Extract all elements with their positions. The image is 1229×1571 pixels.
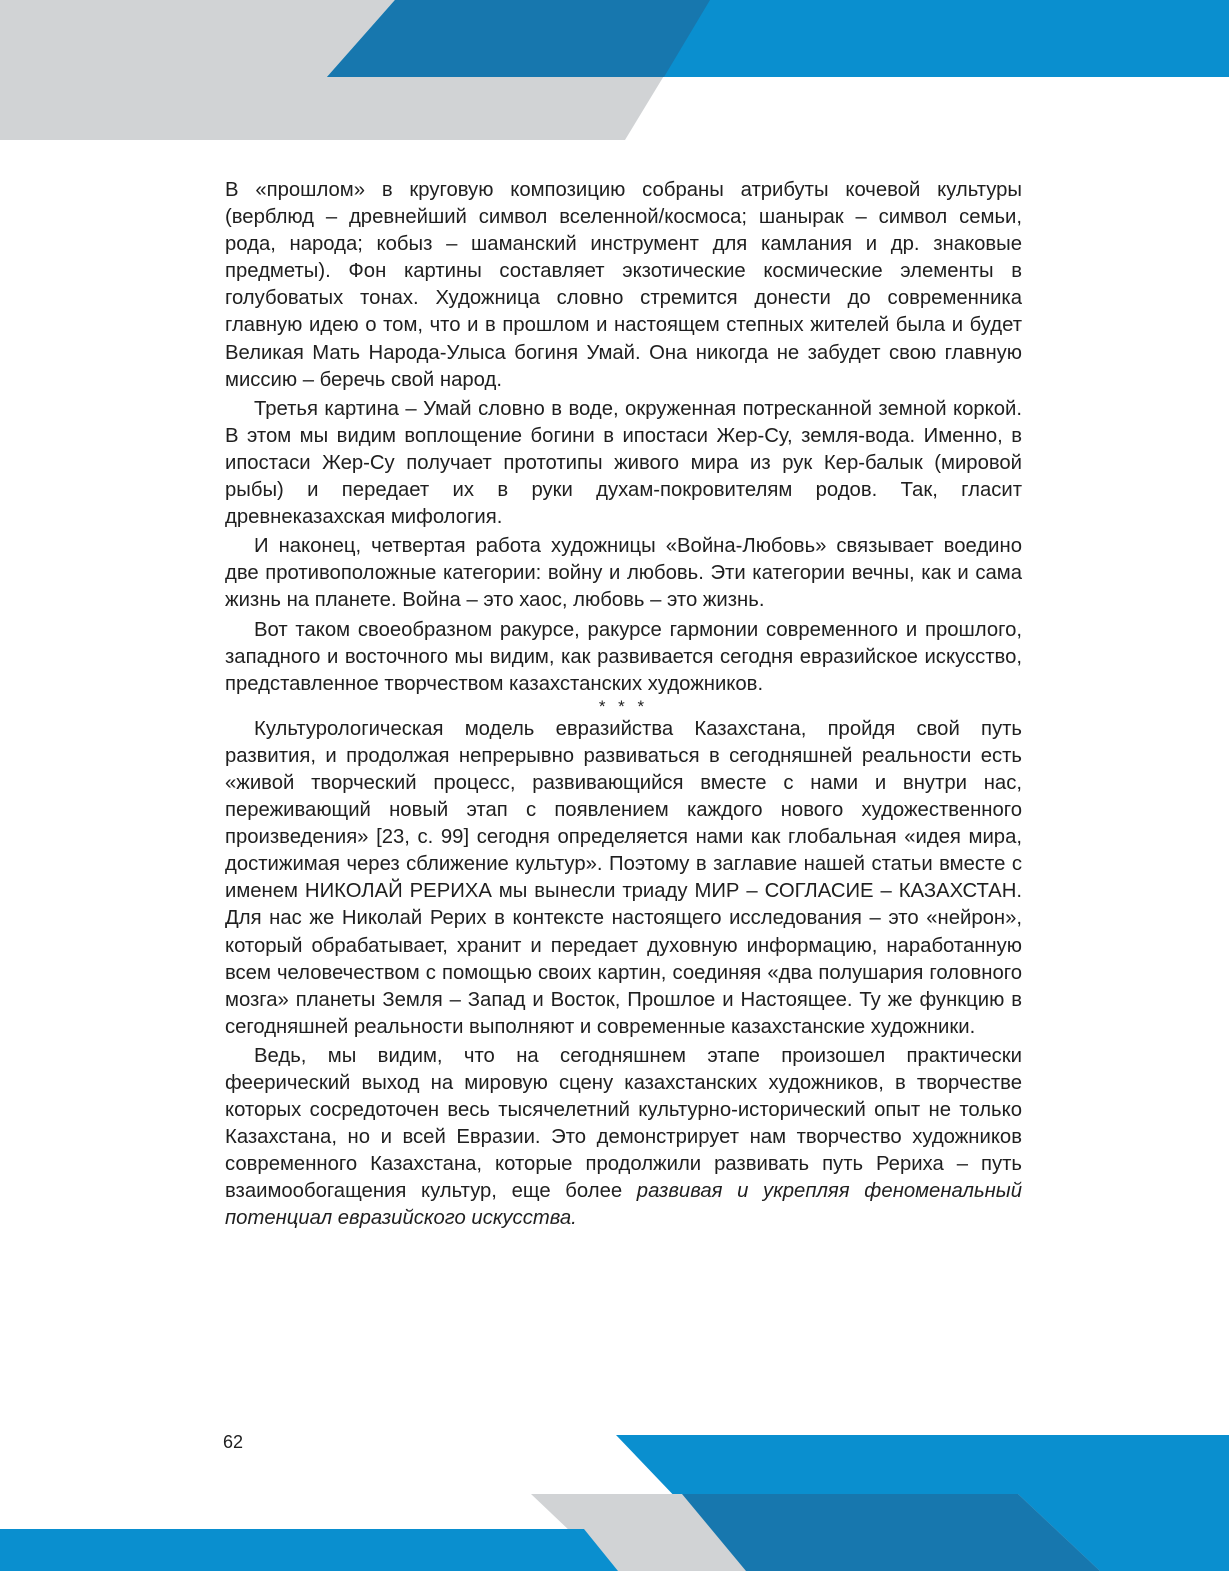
footer-blue-right — [616, 1435, 1229, 1571]
conclusion-italic-text: развивая и укрепляя феноменальный потенциал евразийского искусства. — [225, 1180, 1023, 1230]
paragraph-conclusion — [225, 1043, 1022, 1233]
paragraph-past-composition: В «прошлом» в круговую композицию собраны атрибуты кочевой культуры (верблюд – древнейший символ вселенной/космоса; шанырак – символ семьи, рода, народа; кобыз – шаманский инструмент для камлания и др. знаковые предметы). Фон картины составляет экзотические космические элементы в голубоватых тонах. Художница словно стремится донести до современника главную идею о том, что и в прошлом и настоящем степных жителей была и будет Великая Мать Народа-Улыса богиня Умай. Она никогда не забудет свою главную миссию – беречь свой народ. — [225, 179, 1022, 391]
conclusion-text: Ведь, мы видим, что на сегодняшнем этапе произошел практически феерический выход на мировую сцену казахстанских художников, в творчестве которых сосредоточен весь тысячелетний культурно-исторический опыт не только Казахстана, но и всей Евразии. Это демонстрирует нам творчество художников современного Казахстана, которые продолжили развивать путь Рериха – путь взаимообогащения культур, еще более — [225, 1044, 1022, 1203]
paragraph-war-love: И наконец, четвертая работа художницы «Война-Любовь» связывает воедино две противоположные категории: войну и любовь. Эти категории вечны, как и сама жизнь на планете. Война – это хаос, любовь – это жизнь. — [225, 535, 1022, 612]
paragraph-third-painting: Третья картина – Умай словно в воде, окруженная потресканной земной коркой. В этом мы видим воплощение богини в ипостаси Жер-Су, земля-вода. Именно, в ипостаси Жер-Су получает прототипы живого мира из рук Кер-балык (мировой рыбы) и передает их в руки духам-покровителям родов. Так, гласит древнеказахская мифология. — [225, 397, 1022, 529]
header-blue-band — [327, 0, 1229, 77]
footer-gray-band — [531, 1494, 1100, 1571]
footer-blue-left — [0, 1529, 618, 1571]
header-gray-band — [0, 0, 710, 140]
header-blue-overlap — [327, 0, 710, 77]
page-number: 62 — [223, 1432, 244, 1452]
paragraph-eurasian-model: Культурологическая модель евразийства Казахстана, пройдя свой путь развития, и продолжая непрерывно развиваться в сегодняшней реальности есть «живой творческий процесс, развивающийся вместе с нами и внутри нас, переживающий новый этап с появлением каждого нового художественного произведения» [23, с. 99] сегодня определяется нами как глобальная «идея мира, достижимая через сближение культур». Поэтому в заглавие нашей статьи вместе с именем НИКОЛАЙ РЕРИХА мы вынесли триаду МИР – СОГЛАСИЕ – КАЗАХСТАН. Для нас же Николай Рерих в контексте настоящего исследования – это «нейрон», который обрабатывает, хранит и передает духовную информацию, наработанную всем человечеством с помощью своих картин, соединяя «два полушария головного мозга» планеты Земля – Запад и Восток, Прошлое и Настоящее. Ту же функцию в сегодняшней реальности выполняют и современные казахстанские художники. — [225, 717, 1022, 1038]
footer-blue-dark-overlap — [682, 1494, 1100, 1571]
section-separator: * * * — [598, 696, 649, 716]
paragraph-harmony-perspective: Вот таком своеобразном ракурсе, ракурсе гармонии современного и прошлого, западного и восточного мы видим, как развивается сегодня евразийское искусство, представленное творчеством казахстанских художников. — [225, 618, 1022, 695]
article-body — [225, 177, 1022, 1233]
